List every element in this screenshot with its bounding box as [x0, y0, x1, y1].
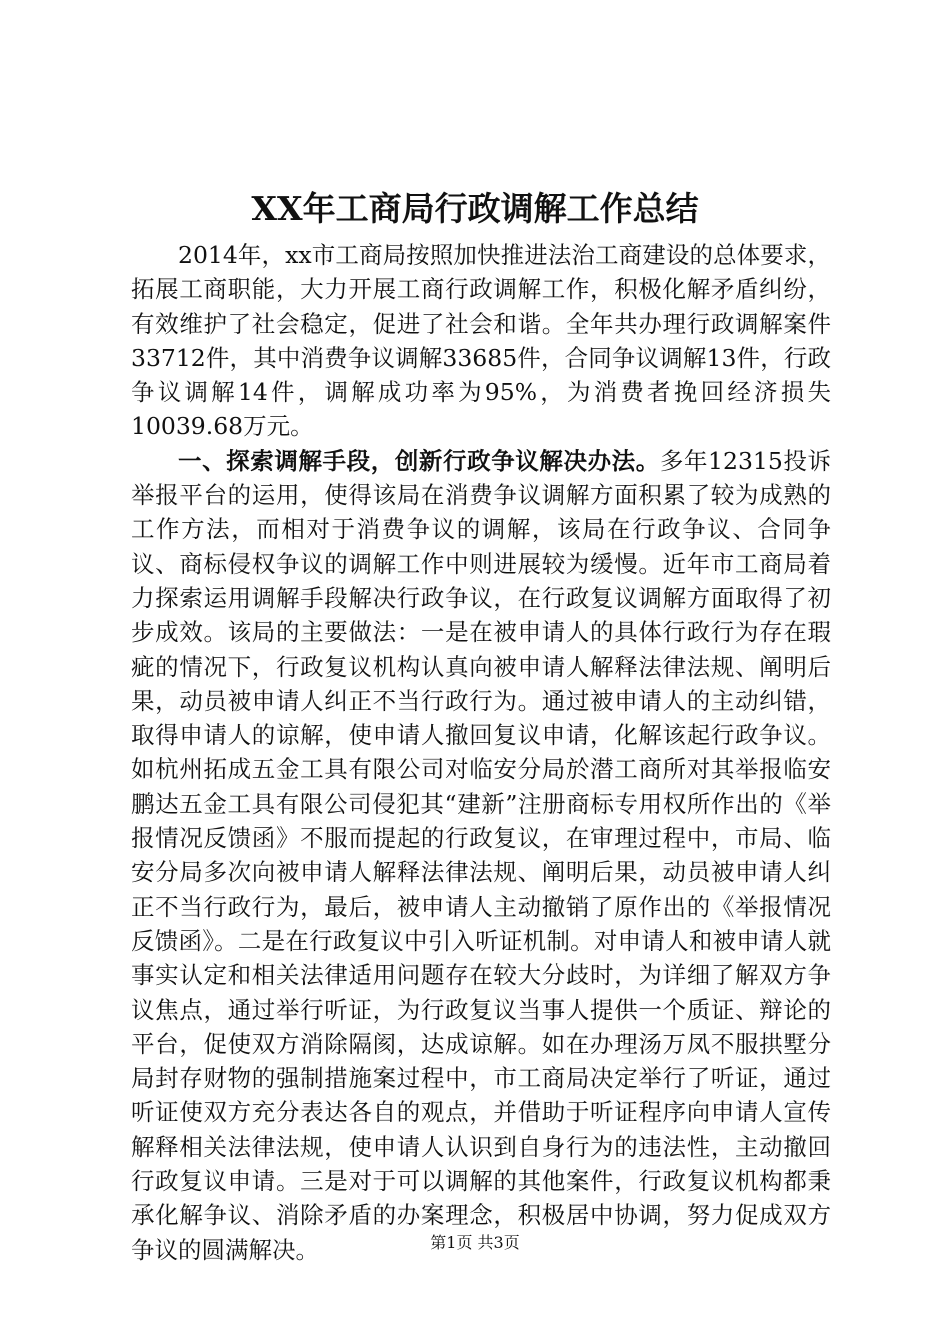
document-title: XX年工商局行政调解工作总结: [251, 189, 699, 228]
paragraph-section-1: [131, 444, 831, 1267]
paragraph-section-1-text: 多年12315投诉举报平台的运用，使得该局在消费争议调解方面积累了较为成熟的工作方法，而相对于消费争议的调解，该局在行政争议、合同争议、商标侵权争议的调解工作中则进展较为缓慢。近年市工商局着力探索运用调解手段解决行政争议，在行政复议调解方面取得了初步成效。该局的主要做法：一是在被申请人的具体行政行为存在瑕疵的情况下，行政复议机构认真向被申请人解释法律法规、阐明后果，动员被申请人纠正不当行政行为。通过被申请人的主动纠错，取得申请人的谅解，使申请人撤回复议申请，化解该起行政争议。如杭州拓成五金工具有限公司对临安分局於潜工商所对其举报临安鹏达五金工具有限公司侵犯其“建新”注册商标专用权所作出的《举报情况反馈函》不服而提起的行政复议，在审理过程中，市局、临安分局多次向被申请人解释法律法规、阐明后果，动员被申请人纠正不当行政行为，最后，被申请人主动撤销了原作出的《举报情况反馈函》。二是在行政复议中引入听证机制。对申请人和被申请人就事实认定和相关法律适用问题存在较大分歧时，为详细了解双方争议焦点，通过举行听证，为行政复议当事人提供一个质证、辩论的平台，促使双方消除隔阂，达成谅解。如在办理汤万凤不服拱墅分局封存财物的强制措施案过程中，市工商局决定举行了听证，通过听证使双方充分表达各自的观点，并借助于听证程序向申请人宣传解释相关法律法规，使申请人认识到自身行为的违法性，主动撤回行政复议申请。三是对于可以调解的其他案件，行政复议机构都秉承化解争议、消除矛盾的办案理念，积极居中协调，努力促成双方争议的圆满解决。: [131, 446, 832, 1264]
paragraph-intro-text: 2014年，xx市工商局按照加快推进法治工商建设的总体要求，拓展工商职能，大力开展工商行政调解工作，积极化解矛盾纠纷，有效维护了社会稳定，促进了社会和谐。全年共办理行政调解案件33712件，其中消费争议调解33685件，合同争议调解13件，行政争议调解14件，调解成功率为95%，为消费者挽回经济损失10039.68万元。: [131, 241, 831, 441]
document-body: [131, 238, 831, 1267]
paragraph-intro: [131, 238, 831, 444]
page-footer: 第1页 共3页: [430, 1233, 520, 1252]
section-heading: 一、探索调解手段，创新行政争议解决办法。: [178, 446, 660, 475]
